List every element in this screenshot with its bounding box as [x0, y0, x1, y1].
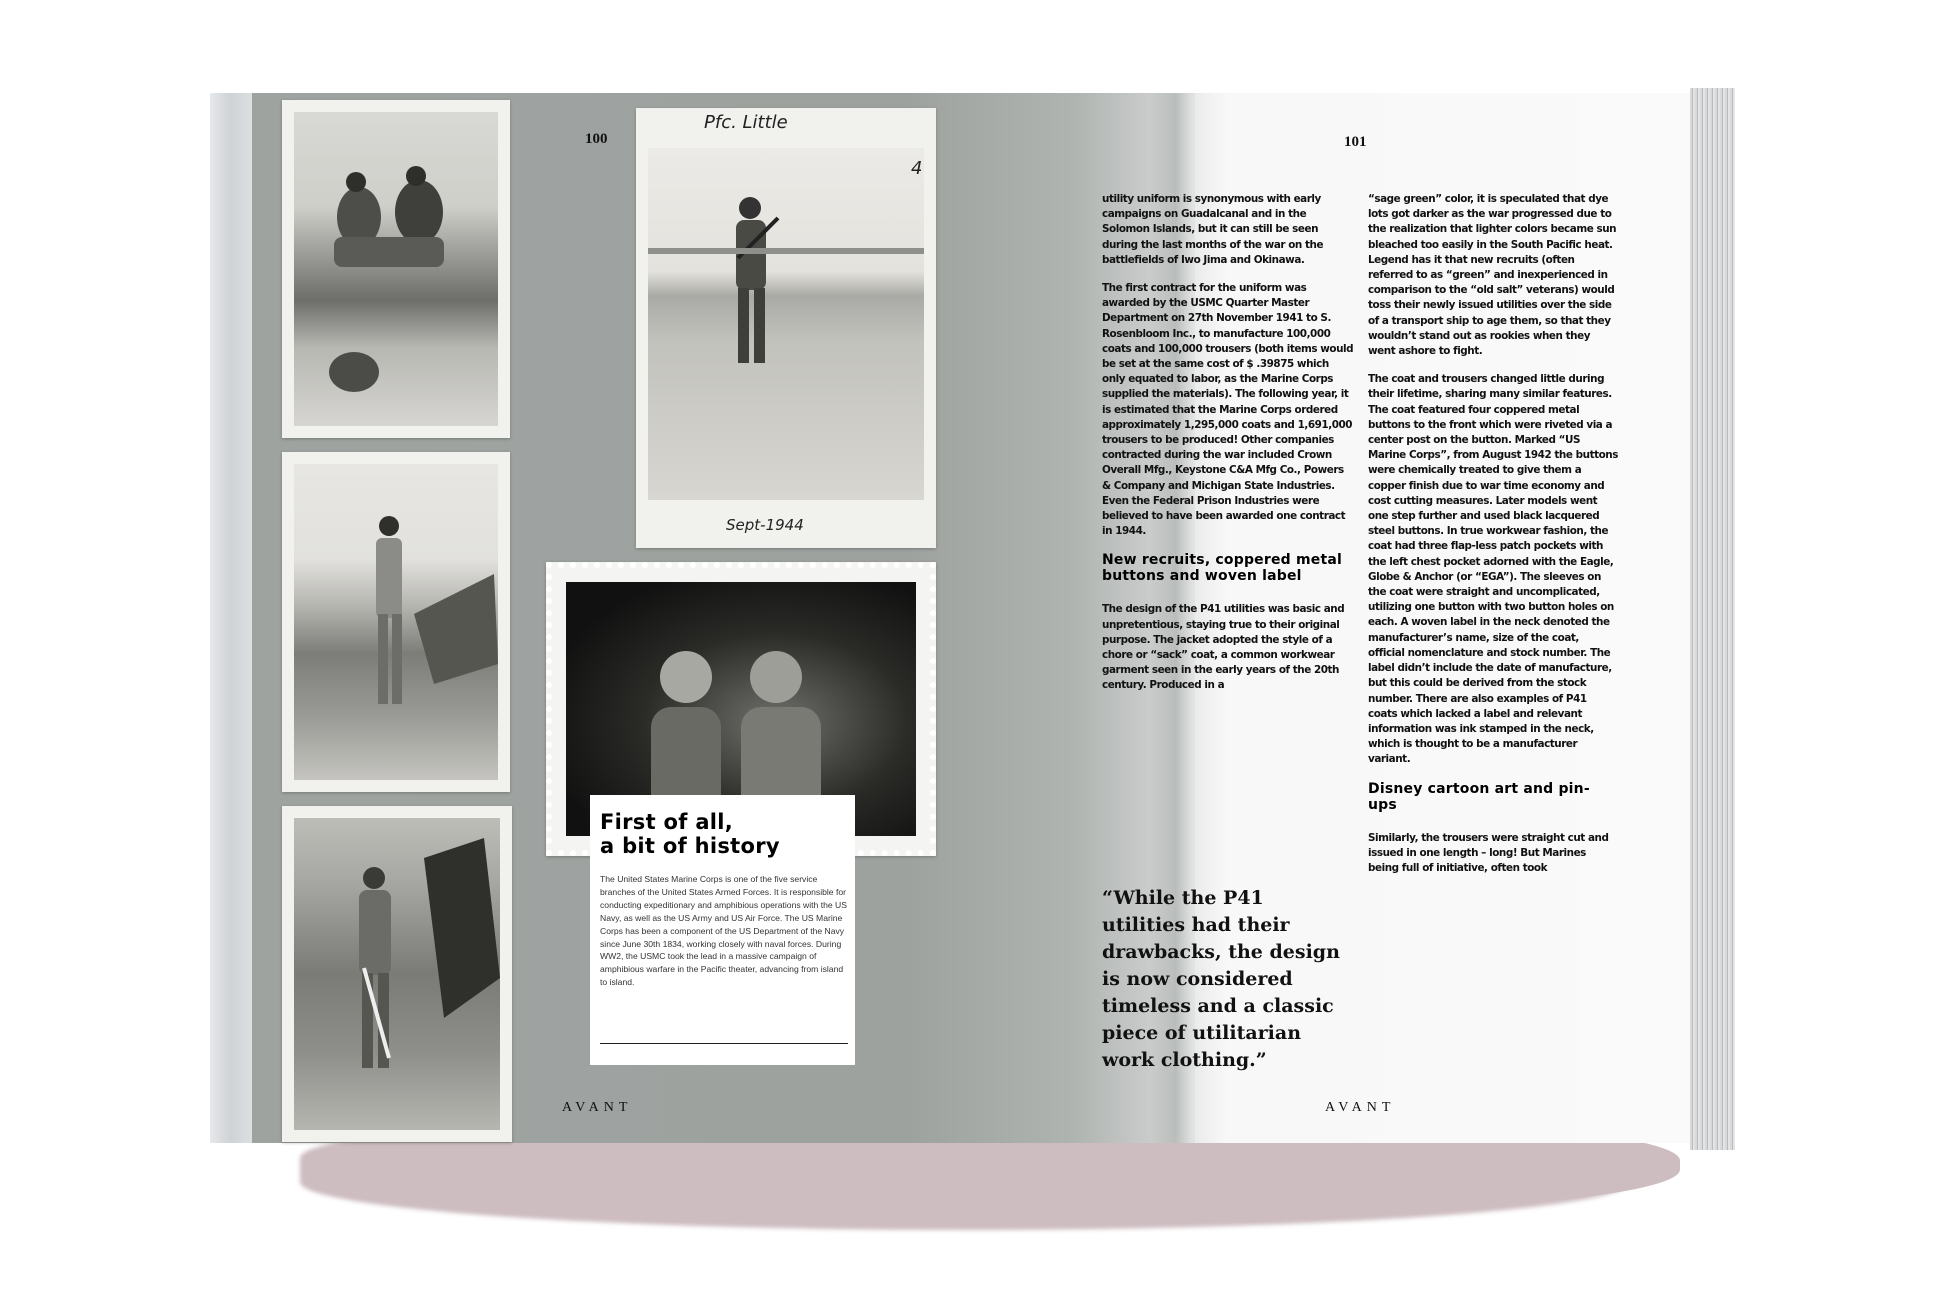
subhead-disney: Disney cartoon art and pin-ups [1368, 780, 1590, 813]
two-marines-sitting-figure [294, 112, 498, 426]
photo-corner-number: 4 [911, 158, 923, 179]
marine-with-rifle-photo [636, 108, 936, 548]
col1-paragraph-2: The first contract for the uniform was awarded by the USMC Quarter Master Department on 27th November 1941 to S. Rosenbloom Inc., to manufacture 100,000 coats and 100,000 trousers (both items would be set at the same cost of $ .39875 which only equated to labor, as the Marine Corps supplied the materials). The following year, it is estimated that the Marine Corps ordered approximately 1,295,000 coats and 1,691,000 trousers to be produced! Other companies contracted during the war included Crown Overall Mfg., Keystone C&A Mfg Co., Powers & Company and Michigan State Industries. Even the Federal Prison Industries were believed to have been awarded one contract in 1944. [1102, 282, 1354, 538]
right-page-column-2 [1368, 192, 1618, 889]
col1-paragraph-1: utility uniform is synonymous with early campaigns on Guadalcanal and in the Solomon Islands, but it can still be seen during the last months of the war on the battlefields of Iwo Jima and Okinawa. [1102, 193, 1324, 266]
marine-with-machete-photo [282, 806, 512, 1142]
man-standing-rocks-photo [282, 452, 510, 792]
pull-quote: “While the P41 utilities had their drawbacks, the design is now considered timeless and a classic piece of utilitarian work clothing.” [1102, 887, 1340, 1071]
photo-note-top: Pfc. Little [704, 112, 788, 133]
marine-rifle-figure [648, 148, 924, 500]
right-page-number: 101 [1344, 134, 1367, 150]
caption-title [600, 810, 850, 858]
left-page-footer: AVANT [562, 1100, 633, 1115]
subhead-new-recruits: New recruits, coppered metal buttons and woven label [1102, 552, 1342, 585]
col2-paragraph-2: The coat and trousers changed little during their lifetime, sharing many similar features. The coat featured four coppered metal buttons to the front which were riveted via a center post on the button. Marked “US Marine Corps”, from August 1942 the buttons were chemically treated to give them a copper finish due to war time economy and cost cutting measures. Later models went one step further and used black lacquered steel buttons. In true workwear fashion, the coat had three flap-less patch pockets with the left chest pocket adorned with the Eagle, Globe & Anchor (or “EGA”). The sleeves on the coat were straight and uncomplicated, utilizing one button with two button holes on each. A woven label in the neck denoted the manufacturer’s name, size of the coat, official nomenclature and stock number. The label didn’t include the date of manufacture, but this could be derived from the stock number. There are also examples of P41 coats which lacked a label and relevant information was ink stamped in the neck, which is thought to be a manufacturer variant. [1368, 373, 1618, 766]
marine-machete-figure [294, 818, 500, 1130]
right-page-edge [1690, 88, 1735, 1150]
caption-title-line2: a bit of history [600, 834, 780, 858]
two-marines-sitting-photo [282, 100, 510, 438]
col2-paragraph-3: Similarly, the trousers were straight cut and issued in one length – long! But Marines being full of initiative, often took [1368, 831, 1609, 874]
col1-paragraph-3: The design of the P41 utilities was basic and unpretentious, staying true to their original purpose. The jacket adopted the style of a chore or “sack” coat, a common workwear garment seen in the early years of the 20th century. Produced in a [1102, 603, 1345, 692]
caption-title-line1: First of all, [600, 810, 734, 834]
two-marines-faces [566, 582, 904, 824]
left-page-number: 100 [585, 131, 608, 147]
col2-paragraph-1: “sage green” color, it is speculated that dye lots got darker as the war progressed due to the realization that lighter colors became sun bleached too easily in the South Pacific heat. Legend has it that new recruits (often referred to as “green” and inexperienced in comparison to the “old salt” veterans) would toss their newly issued utilities over the side of a transport ship to age them, so that they wouldn’t stand out as rookies when they went ashore to fight. [1368, 193, 1617, 358]
caption-rule [600, 1043, 848, 1044]
caption-text: The United States Marine Corps is one of the five service branches of the United States Armed Forces. It is responsible for conducting expeditionary and amphibious operations with the US Navy, as well as the US Army and US Air Force. The US Marine Corps has been a component of the US Department of the Navy since June 30th 1834, working closely with naval forces. During WW2, the USMC took the lead in a massive campaign of amphibious warfare in the Pacific theater, advancing from island to island. [600, 874, 847, 988]
history-caption-box [590, 795, 855, 1065]
right-page-footer: AVANT [1325, 1100, 1396, 1115]
right-page-column-1 [1102, 192, 1354, 707]
man-standing-figure [294, 464, 498, 780]
photo-note-bottom: Sept-1944 [726, 516, 804, 534]
